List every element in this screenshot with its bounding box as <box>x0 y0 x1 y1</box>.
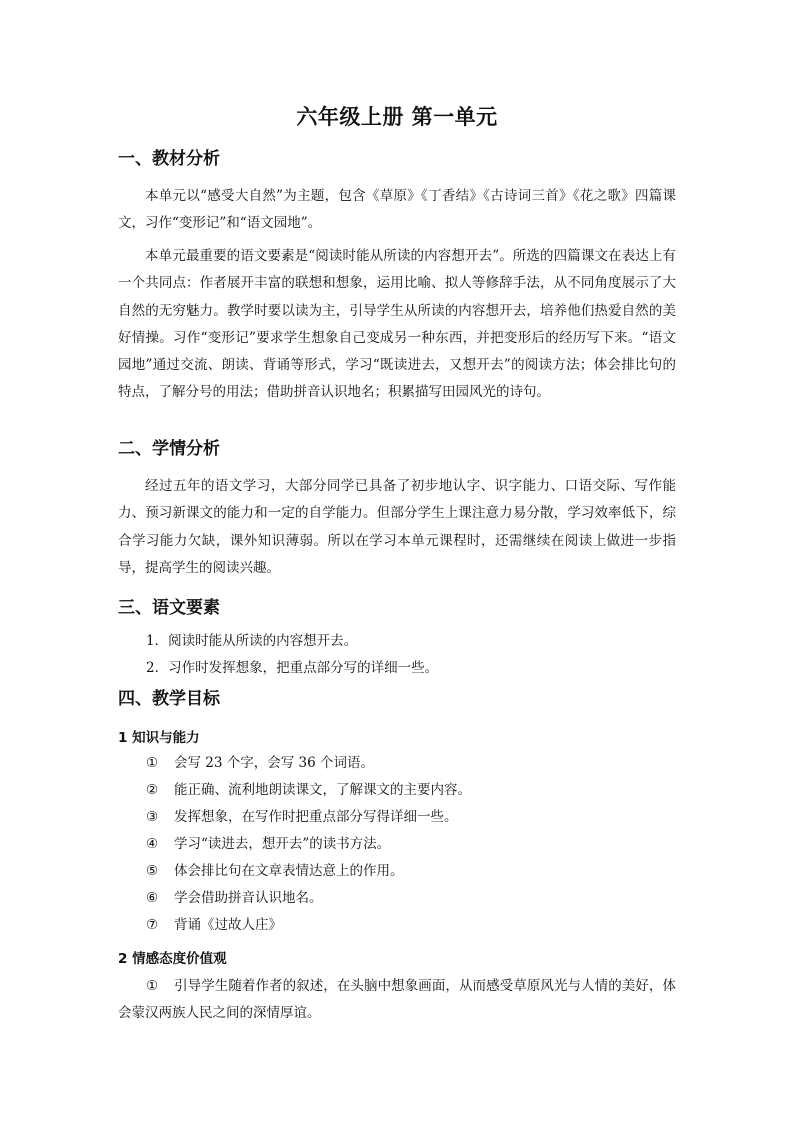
goal-number: ⑥ <box>146 890 159 906</box>
goal-text: 发挥想象，在写作时把重点部分写得详细一些。 <box>174 809 458 825</box>
document-title: 六年级上册 第一单元 <box>296 105 498 129</box>
goal-text: 能正确、流利地朗读课文，了解课文的主要内容。 <box>174 782 471 798</box>
section-heading-language-elements: 三、语文要素 <box>118 598 220 618</box>
goal-number: ② <box>146 782 159 798</box>
goal-number: ⑤ <box>146 863 159 879</box>
section-heading-learning-analysis: 二、学情分析 <box>118 439 220 459</box>
goal-item <box>146 834 390 854</box>
goal-item <box>146 753 374 773</box>
language-element-item-2: 2．习作时发挥想象，把重点部分写的详细一些。 <box>146 660 439 676</box>
goal-text: 学会借助拼音认识地名。 <box>174 890 323 906</box>
goal-text: 引导学生随着作者的叙述，在头脑中想象画面，从而感受草原风光与人情的美好，体会蒙汉两族人民之间的深情厚谊。 <box>118 978 676 1021</box>
section1-paragraph-2: 本单元最重要的语文要素是“阅读时能从所读的内容想开去”。所选的四篇课文在表达上有一个共同点：作者展开丰富的联想和想象，运用比喻、拟人等修辞手法，从不同角度展示了大自然的无穷魅力。教学时要以读为主，引导学生从所读的内容想开去，培养他们热爱自然的美好情操。习作“变形记”要求学生想象自己变成另一种东西，并把变形后的经历写下来。“语文园地”通过交流、朗读、背诵等形式，学习“既读进去，又想开去”的阅读方法；体会排比句的特点，了解分号的用法；借助拼音认识地名；积累描写田园风光的诗句。 <box>118 248 676 401</box>
goal-number: ④ <box>146 836 159 852</box>
goal-text: 体会排比句在文章表情达意上的作用。 <box>174 863 404 879</box>
section-heading-textbook-analysis: 一、教材分析 <box>118 149 220 169</box>
goal-number: ⑦ <box>146 917 159 933</box>
subheading-knowledge-ability: 1 知识与能力 <box>118 730 200 746</box>
emotional-goal-item <box>118 973 676 1027</box>
section2-paragraph-1: 经过五年的语文学习，大部分同学已具备了初步地认字、识字能力、口语交际、写作能力、预习新课文的能力和一定的自学能力。但部分学生上课注意力易分散，学习效率低下，综合学习能力欠缺，课外知识薄弱。所以在学习本单元课程时，还需继续在阅读上做进一步指导，提高学生的阅读兴趣。 <box>118 478 676 576</box>
subheading-emotional-values: 2 情感态度价值观 <box>118 951 227 967</box>
goal-item <box>146 780 471 800</box>
goal-number: ③ <box>146 809 159 825</box>
goal-item <box>146 888 323 908</box>
goal-number: ① <box>146 755 159 771</box>
goal-item <box>146 915 282 935</box>
goal-item <box>146 861 404 881</box>
goal-text: 学习“读进去，想开去”的读书方法。 <box>174 836 391 852</box>
goal-text: 背诵《过故人庄》 <box>174 917 282 933</box>
goal-number: ① <box>146 978 159 994</box>
language-element-item-1: 1．阅读时能从所读的内容想开去。 <box>146 633 358 649</box>
goal-text: 会写 23 个字，会写 36 个词语。 <box>174 755 375 771</box>
section-heading-teaching-goals: 四、教学目标 <box>118 689 220 709</box>
goal-item <box>146 807 458 827</box>
section1-paragraph-1: 本单元以“感受大自然”为主题，包含《草原》《丁香结》《古诗词三首》《花之歌》四篇课文，习作“变形记”和“语文园地”。 <box>118 188 676 232</box>
